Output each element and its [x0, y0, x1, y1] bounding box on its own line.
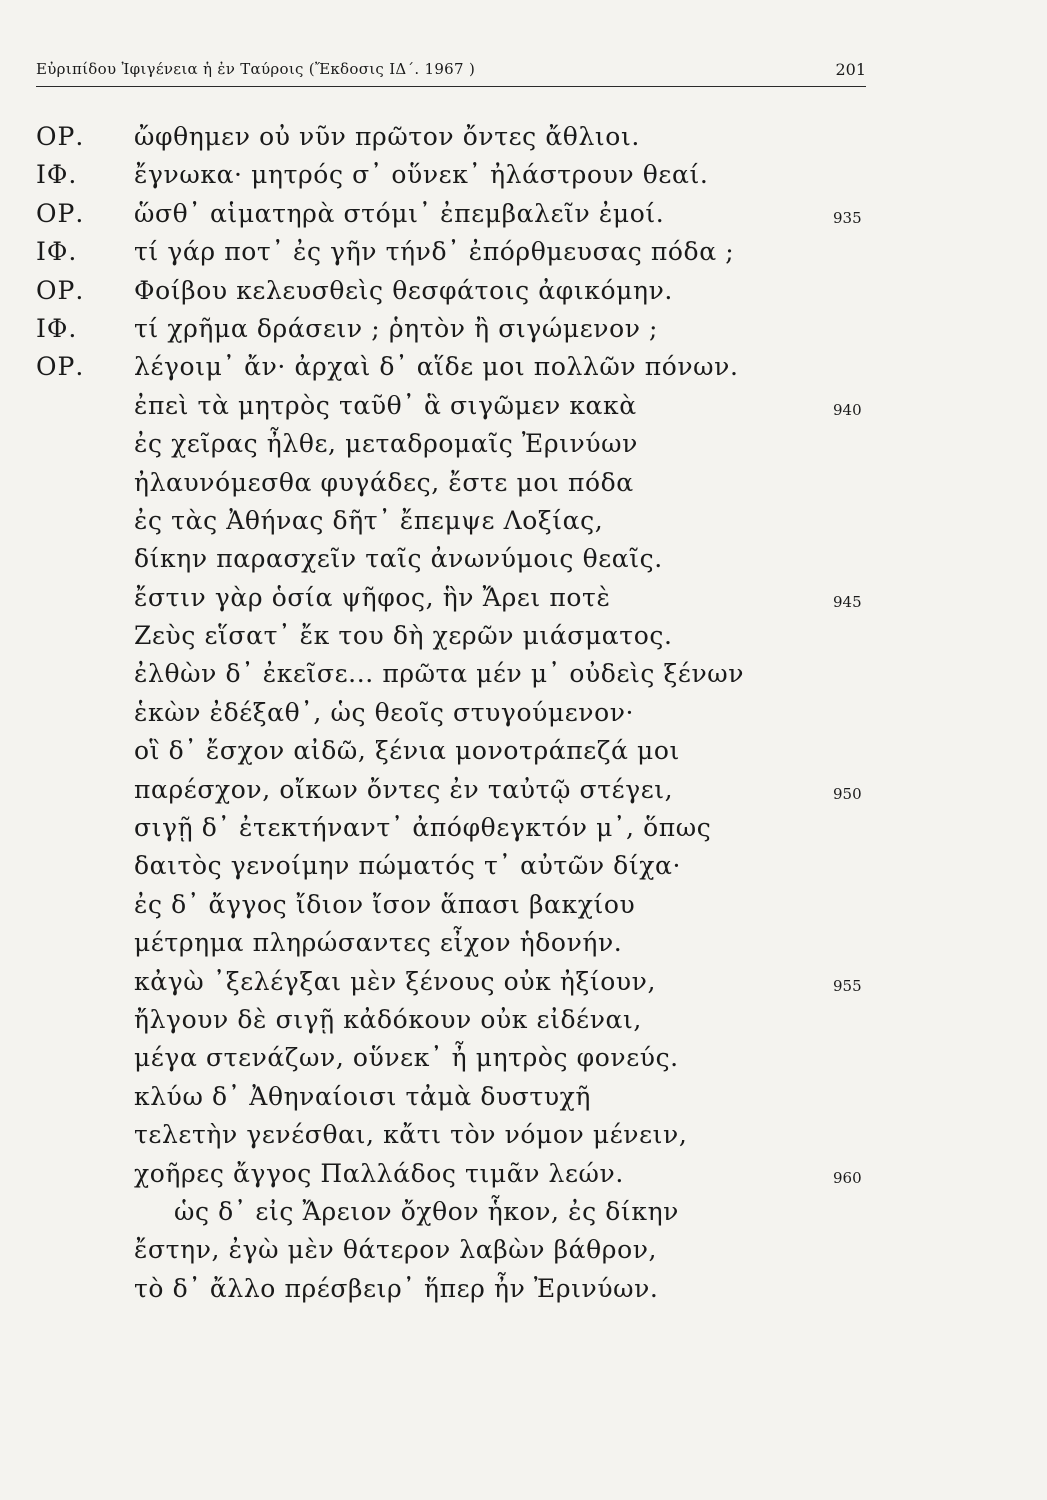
verse-text-line: μέτρημα πληρώσαντες εἶχον ἡδονήν. — [134, 928, 623, 958]
page-header — [36, 60, 866, 87]
verse-line — [36, 924, 956, 962]
verse-text-line: τὸ δ᾽ ἄλλο πρέσβειρ᾽ ἥπερ ἦν Ἐρινύων. — [134, 1273, 659, 1303]
verse-line — [36, 425, 956, 463]
verse-text — [36, 118, 956, 1308]
verse-line — [36, 118, 956, 156]
verse-text-line: χοῆρες ἄγγος Παλλάδος τιμᾶν λεών. — [134, 1158, 624, 1188]
verse-line — [36, 771, 956, 809]
page-number: 201 — [835, 60, 866, 79]
verse-text-line: κλύω δ᾽ Ἀθηναίοισι τἀμὰ δυστυχῆ — [134, 1081, 591, 1111]
speaker-label: ΟΡ. — [36, 352, 85, 382]
verse-line — [36, 1001, 956, 1039]
line-number: 940 — [833, 400, 862, 419]
verse-line — [36, 1116, 956, 1154]
verse-text-line: Ζεὺς εἵσατ᾽ ἔκ του δὴ χερῶν μιάσματος. — [134, 621, 673, 651]
verse-text-line: τελετὴν γενέσθαι, κἄτι τὸν νόμον μένειν, — [134, 1120, 688, 1150]
line-number: 960 — [833, 1168, 862, 1187]
verse-text-line: ἐλθὼν δ᾽ ἐκεῖσε... πρῶτα μέν μ᾽ οὐδεὶς ξένων — [134, 659, 745, 689]
verse-text-line: κἀγὼ ᾽ξελέγξαι μὲν ξένους οὐκ ἠξίουν, — [134, 966, 657, 996]
verse-line — [36, 156, 956, 194]
verse-text-line: ὡς δ᾽ εἰς Ἄρειον ὄχθον ἧκον, ἐς δίκην — [174, 1196, 679, 1226]
verse-line — [36, 963, 956, 1001]
verse-line — [36, 195, 956, 233]
verse-line — [36, 655, 956, 693]
verse-line — [36, 732, 956, 770]
verse-text-line: ἔγνωκα· μητρός σ᾽ οὕνεκ᾽ ἠλάστρουν θεαί. — [134, 160, 709, 190]
verse-line — [36, 886, 956, 924]
speaker-label: ΙΦ. — [36, 237, 78, 267]
verse-text-line: παρέσχον, οἴκων ὄντες ἐν ταὐτῷ στέγει, — [134, 774, 674, 804]
verse-text-line: Φοίβου κελευσθεὶς θεσφάτοις ἀφικόμην. — [134, 275, 673, 305]
verse-line — [36, 348, 956, 386]
verse-text-line: τί γάρ ποτ᾽ ἐς γῆν τήνδ᾽ ἐπόρθμευσας πόδα ; — [134, 237, 735, 267]
speaker-label: ΟΡ. — [36, 275, 85, 305]
verse-line — [36, 1039, 956, 1077]
verse-line — [36, 1155, 956, 1193]
verse-text-line: δαιτὸς γενοίμην πώματός τ᾽ αὐτῶν δίχα· — [134, 851, 682, 881]
verse-line — [36, 540, 956, 578]
verse-text-line: σιγῇ δ᾽ ἐτεκτήναντ᾽ ἀπόφθεγκτόν μ᾽, ὅπως — [134, 813, 712, 843]
verse-text-line: ὥσθ᾽ αἱματηρὰ στόμι᾽ ἐπεμβαλεῖν ἐμοί. — [134, 198, 665, 228]
verse-text-line: λέγοιμ᾽ ἄν· ἀρχαὶ δ᾽ αἵδε μοι πολλῶν πόνων. — [134, 352, 739, 382]
verse-text-line: οἳ δ᾽ ἔσχον αἰδῶ, ξένια μονοτράπεζά μοι — [134, 736, 680, 766]
verse-text-line: τί χρῆμα δράσειν ; ῥητὸν ἢ σιγώμενον ; — [134, 313, 659, 343]
verse-line — [36, 387, 956, 425]
speaker-label: ΙΦ. — [36, 160, 78, 190]
verse-text-line: ἐς δ᾽ ἄγγος ἴδιον ἴσον ἅπασι βακχίου — [134, 889, 636, 919]
verse-text-line: ἔστιν γὰρ ὁσία ψῆφος, ἣν Ἄρει ποτὲ — [134, 582, 611, 612]
verse-text-line: ἔστην, ἐγὼ μὲν θάτερον λαβὼν βάθρον, — [134, 1235, 658, 1265]
verse-line — [36, 847, 956, 885]
line-number: 945 — [833, 592, 862, 611]
verse-line — [36, 310, 956, 348]
running-head: Εὐριπίδου Ἰφιγένεια ἡ ἐν Ταύροις (Ἔκδοσις ΙΔ΄. 1967 ) — [36, 60, 476, 78]
verse-text-line: ἐς τὰς Ἀθήνας δῆτ᾽ ἔπεμψε Λοξίας, — [134, 505, 604, 535]
verse-line — [36, 694, 956, 732]
verse-text-line: ὤφθημεν οὐ νῦν πρῶτον ὄντες ἄθλιοι. — [134, 122, 640, 151]
verse-text-line: δίκην παρασχεῖν ταῖς ἀνωνύμοις θεαῖς. — [134, 544, 663, 574]
verse-line — [36, 579, 956, 617]
verse-text-line: ἑκὼν ἐδέξαθ᾽, ὡς θεοῖς στυγούμενον· — [134, 697, 635, 727]
line-number: 950 — [833, 784, 862, 803]
verse-text-line: ἐπεὶ τὰ μητρὸς ταῦθ᾽ ἃ σιγῶμεν κακὰ — [134, 390, 637, 420]
verse-line — [36, 1270, 956, 1308]
verse-text-line: ἠλαυνόμεσθα φυγάδες, ἔστε μοι πόδα — [134, 467, 634, 497]
speaker-label: ΟΡ. — [36, 122, 85, 151]
verse-text-line: ἤλγουν δὲ σιγῇ κἀδόκουν οὐκ εἰδέναι, — [134, 1004, 642, 1034]
verse-line — [36, 1231, 956, 1269]
verse-line — [36, 233, 956, 271]
verse-text-line: ἐς χεῖρας ἦλθε, μεταδρομαῖς Ἐρινύων — [134, 429, 638, 459]
speaker-label: ΙΦ. — [36, 313, 78, 343]
verse-line — [36, 272, 956, 310]
verse-line — [36, 502, 956, 540]
line-number: 955 — [833, 976, 862, 995]
verse-line — [36, 464, 956, 502]
speaker-label: ΟΡ. — [36, 198, 85, 228]
line-number: 935 — [833, 208, 862, 227]
verse-line — [36, 617, 956, 655]
verse-line — [36, 1078, 956, 1116]
verse-line — [36, 809, 956, 847]
verse-line — [36, 1193, 956, 1231]
verse-text-line: μέγα στενάζων, οὕνεκ᾽ ἦ μητρὸς φονεύς. — [134, 1043, 679, 1073]
